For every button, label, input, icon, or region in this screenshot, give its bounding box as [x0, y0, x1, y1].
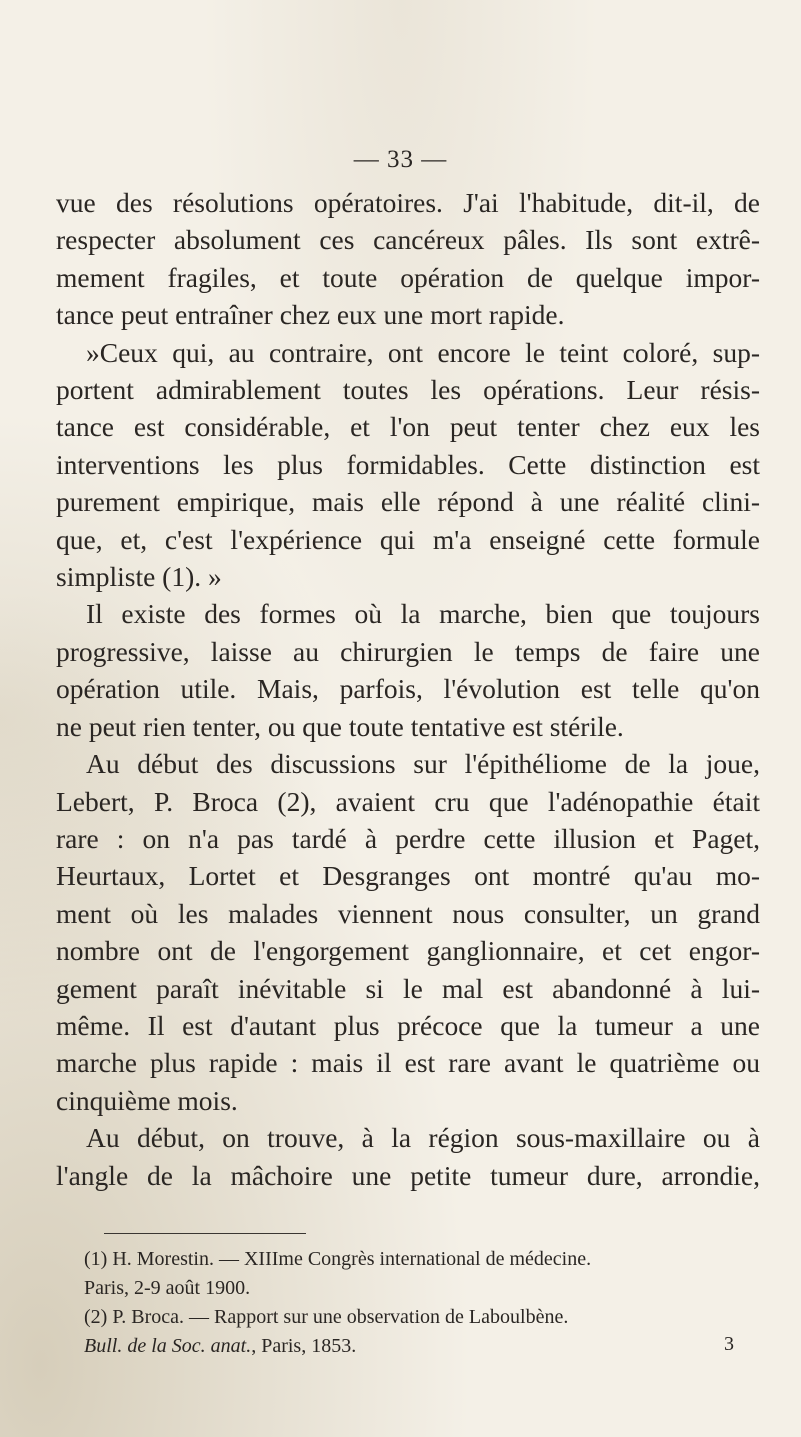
- journal-details: , Paris, 1853.: [251, 1335, 357, 1357]
- footnote-1-line: (1) H. Morestin. — XIIIme Congrès international de médecine.: [84, 1248, 592, 1270]
- text-line: purement empirique, mais elle répond à une réalité clini-: [56, 486, 760, 518]
- footnote-divider: [104, 1233, 306, 1234]
- text-line: mement fragiles, et toute opération de quelque impor-: [56, 261, 760, 293]
- text-line: »Ceux qui, au contraire, ont encore le teint coloré, sup-: [86, 336, 760, 368]
- page-number: — 33 —: [353, 146, 448, 173]
- text-line: Au début, on trouve, à la région sous-maxillaire ou à: [86, 1122, 760, 1154]
- text-line: respecter absolument ces cancéreux pâles. Ils sont extrê-: [56, 224, 760, 256]
- text-line: tance est considérable, et l'on peut tenter chez eux les: [56, 411, 760, 443]
- text-line: cinquième mois.: [56, 1084, 238, 1116]
- text-line: ment où les malades viennent nous consulter, un grand: [56, 897, 760, 929]
- footnote-2-line: [84, 1332, 757, 1361]
- text-line: progressive, laisse au chirurgien le temps de faire une: [56, 635, 760, 667]
- text-line: rare : on n'a pas tardé à perdre cette illusion et Paget,: [56, 822, 760, 854]
- text-line: nombre ont de l'engorgement ganglionnaire, et cet engor-: [56, 935, 760, 967]
- footnotes: [84, 1245, 757, 1361]
- text-line: interventions les plus formidables. Cette distinction est: [56, 448, 760, 480]
- text-line: même. Il est d'autant plus précoce que la tumeur a une: [56, 1009, 760, 1041]
- text-line: Au début des discussions sur l'épithéliome de la joue,: [86, 748, 760, 780]
- text-line: marche plus rapide : mais il est rare avant le quatrième ou: [56, 1047, 760, 1079]
- text-line: que, et, c'est l'expérience qui m'a enseigné cette formule: [56, 523, 760, 555]
- text-line: vue des résolutions opératoires. J'ai l'habitude, dit-il, de: [56, 187, 760, 218]
- signature-mark: 3: [724, 1333, 734, 1355]
- text-line: simpliste (1). »: [56, 561, 222, 593]
- footnote-1-line: Paris, 2-9 août 1900.: [84, 1277, 251, 1299]
- text-line: opération utile. Mais, parfois, l'évolution est telle qu'on: [56, 673, 760, 705]
- text-line: Lebert, P. Broca (2), avaient cru que l'adénopathie était: [56, 785, 760, 817]
- journal-title: Bull. de la Soc. anat.: [84, 1335, 252, 1357]
- text-line: l'angle de la mâchoire une petite tumeur dure, arrondie,: [56, 1159, 760, 1191]
- footnote-2-line: (2) P. Broca. — Rapport sur une observation de Laboulbène.: [84, 1306, 569, 1328]
- text-line: gement paraît inévitable si le mal est abandonné à lui-: [56, 972, 760, 1004]
- text-line: ne peut rien tenter, ou que toute tentative est stérile.: [56, 710, 624, 742]
- text-line: Heurtaux, Lortet et Desgranges ont montré qu'au mo-: [56, 860, 760, 892]
- text-line: tance peut entraîner chez eux une mort rapide.: [56, 299, 565, 331]
- text-line: Il existe des formes où la marche, bien que toujours: [86, 598, 760, 630]
- body-text: [56, 184, 760, 1194]
- text-line: portent admirablement toutes les opérations. Leur résis-: [56, 374, 760, 406]
